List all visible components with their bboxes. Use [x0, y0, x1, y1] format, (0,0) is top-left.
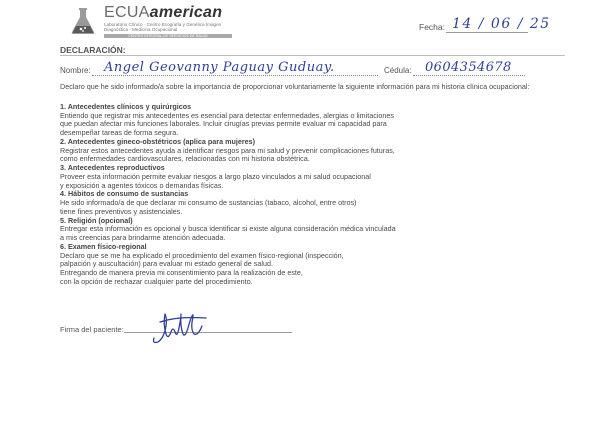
- section-line: Entregando de manera previa mi consentimiento para la realización de este,: [60, 268, 303, 277]
- fecha-label: Fecha:: [419, 22, 445, 32]
- section-line: Registrar estos antecedentes ayuda a identificar riesgos para mi salud y prevenir complicaciones futuras,: [60, 145, 395, 155]
- section-line: Entregar esta información es opcional y busca identificar si existe alguna consideración médica vinculada: [60, 224, 396, 234]
- section-line: tiene fines preventivos y asistenciales.: [60, 206, 183, 216]
- section-line: palpación y auscultación) para evaluar mi estado general de salud.: [60, 259, 273, 269]
- declaration-intro: Declaro que he sido informado/a sobre la importancia de proporcionar voluntariamente la siguiente información para mi historia clínica ocupacional:: [60, 82, 530, 91]
- section-line: con la opción de rechazar cualquier parte del procedimiento.: [60, 276, 253, 286]
- section-title: 5. Religión (opcional): [60, 215, 133, 225]
- section-line: Proveer esta información permite evaluar riesgos a largo plazo vinculados a mi salud ocupacional: [60, 171, 371, 181]
- section-line: desempeñar tareas de forma segura.: [60, 128, 179, 137]
- section-block: [60, 164, 540, 190]
- declaration-title: DECLARACIÓN:: [60, 45, 126, 55]
- brand-bar: CENTRO INTEGRAL DE SERVICIOS DE SALUD: [104, 34, 232, 38]
- fecha-value[interactable]: 14 / 06 / 25: [452, 16, 551, 32]
- brand-block: [104, 4, 244, 38]
- declaration-divider: [60, 55, 565, 56]
- brand-name-part2: american: [149, 4, 223, 21]
- section-line: Entiendo que registrar mis antecedentes es esencial para detectar enfermedades, alergias o limitaciones: [60, 110, 395, 120]
- brand-name: [104, 4, 244, 22]
- section-title: 2. Antecedentes gineco-obstétricos (aplica para mujeres): [60, 136, 256, 146]
- section-block: [60, 103, 540, 138]
- sections-list: [60, 103, 540, 287]
- firma-label: Firma del paciente:: [60, 325, 124, 334]
- cedula-field[interactable]: 0604354678: [425, 60, 512, 75]
- section-title: 1. Antecedentes clínicos y quirúrgicos: [60, 101, 192, 111]
- section-line: que puedan afectar mis funciones laborales. Incluir cirugías previas permite evaluar mi capacidad para: [60, 119, 387, 129]
- section-line: Declaro que se me ha explicado el procedimiento del examen físico-regional (inspección,: [60, 250, 344, 260]
- nombre-line: [92, 75, 378, 76]
- section-block: [60, 138, 540, 164]
- nombre-field[interactable]: Angel Geovanny Paguay Guduay.: [104, 60, 335, 75]
- brand-name-part1: ECUA: [104, 4, 150, 21]
- section-block: [60, 243, 540, 287]
- section-line: He sido informado/a de que declarar mi consumo de sustancias (tabaco, alcohol, entre otros): [60, 198, 357, 207]
- section-line: como enfermedades cardiovasculares, relacionadas con mi historia obstétrica.: [60, 154, 310, 164]
- section-title: 6. Examen físico-regional: [60, 241, 147, 251]
- cedula-line: [413, 75, 525, 76]
- section-line: a mis creencias para brindarme atención adecuada.: [60, 233, 226, 242]
- section-title: 3. Antecedentes reproductivos: [60, 163, 165, 172]
- brand-tagline: Laboratorio Clínico · Centro Ecografía y Genética Imagen Diagnóstica · Medicina Ocupacional: [104, 22, 222, 33]
- section-block: [60, 217, 540, 243]
- patient-signature[interactable]: [148, 308, 210, 348]
- nombre-label: Nombre:: [60, 66, 91, 75]
- cedula-label: Cédula:: [384, 66, 412, 75]
- section-title: 4. Hábitos de consumo de sustancias: [60, 189, 189, 199]
- section-line: y exposición a agentes tóxicos o demandas físicas.: [60, 180, 224, 190]
- section-block: [60, 190, 540, 216]
- declaration-body: [60, 83, 540, 287]
- fecha-line: [446, 32, 528, 33]
- flask-logo-icon: [68, 6, 98, 36]
